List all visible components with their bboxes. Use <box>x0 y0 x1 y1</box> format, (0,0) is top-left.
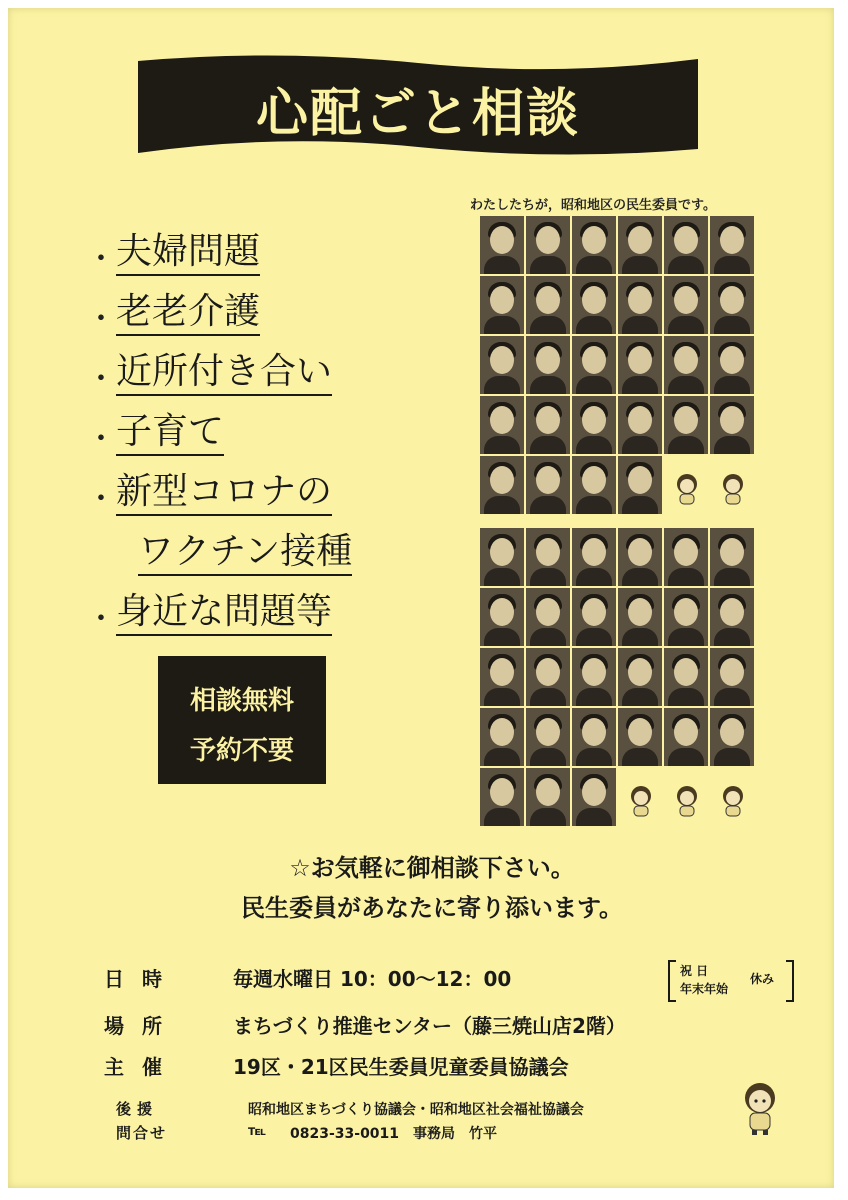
place-value: まちづくり推進センター（藤三焼山店2階） <box>233 1014 626 1038</box>
title-banner <box>138 53 698 163</box>
member-photo <box>664 528 708 586</box>
member-photo <box>618 456 662 514</box>
holiday-line-2: 年末年始 <box>680 982 729 996</box>
member-photo <box>480 456 524 514</box>
holiday-note <box>668 960 798 1000</box>
bullet-icon: ・ <box>86 422 116 457</box>
members-caption: わたしたちが，昭和地区の民生委員です。 <box>470 198 716 213</box>
member-photo <box>618 336 662 394</box>
member-photo <box>572 456 616 514</box>
member-photo <box>710 588 754 646</box>
member-photo <box>526 456 570 514</box>
member-photo <box>572 336 616 394</box>
member-photo <box>480 336 524 394</box>
member-photo <box>572 648 616 706</box>
bullet-icon: ・ <box>86 602 116 637</box>
member-photo <box>526 648 570 706</box>
mascot-icon <box>718 472 748 508</box>
message-line-1: ☆お気軽に御相談下さい。 <box>289 854 575 882</box>
member-photo <box>664 216 708 274</box>
member-photo <box>618 708 662 766</box>
member-photo <box>480 648 524 706</box>
contact-label: 問合せ <box>116 1124 168 1142</box>
member-photo <box>572 708 616 766</box>
member-photo <box>572 768 616 826</box>
date-value: 毎週水曜日 10：00～12：00 <box>233 967 512 991</box>
support-label: 後援 <box>116 1100 159 1118</box>
member-photo <box>480 396 524 454</box>
member-photo <box>618 588 662 646</box>
support-value: 昭和地区まちづくり協議会・昭和地区社会福祉協議会 <box>248 1102 584 1118</box>
bullet-icon: ・ <box>86 482 116 517</box>
no-reservation-label: 予約不要 <box>189 736 294 766</box>
member-photo <box>526 276 570 334</box>
mascot-icon <box>672 472 702 508</box>
member-photo <box>480 528 524 586</box>
mascot-icon <box>672 784 702 820</box>
member-photo <box>618 216 662 274</box>
member-photo <box>572 588 616 646</box>
topic-label: 子育て <box>116 410 224 456</box>
member-photo <box>480 276 524 334</box>
member-photo <box>710 276 754 334</box>
member-photo <box>664 276 708 334</box>
topic-label: 身近な問題等 <box>116 590 332 636</box>
member-photo <box>618 396 662 454</box>
topic-label: ワクチン接種 <box>138 530 352 576</box>
member-photo <box>572 528 616 586</box>
member-photo <box>710 336 754 394</box>
date-label: 日時 <box>104 967 180 991</box>
member-photo <box>618 648 662 706</box>
member-photo <box>526 528 570 586</box>
bracket-left <box>668 960 676 1002</box>
member-photo <box>526 768 570 826</box>
member-photo <box>710 216 754 274</box>
holiday-off: 休み <box>750 972 775 986</box>
member-photo <box>710 708 754 766</box>
mascot-icon <box>718 784 748 820</box>
contact-value: 0823-33-0011 事務局 竹平 <box>290 1126 498 1142</box>
member-photo <box>572 396 616 454</box>
member-photo <box>480 768 524 826</box>
member-photo <box>710 648 754 706</box>
place-label: 場所 <box>104 1014 180 1038</box>
host-label: 主催 <box>104 1055 180 1079</box>
bullet-icon: ・ <box>86 242 116 277</box>
member-photo <box>526 216 570 274</box>
host-value: 19区・21区民生委員児童委員協議会 <box>233 1055 569 1079</box>
holiday-line-1: 祝 日 <box>680 964 709 978</box>
member-photo <box>710 396 754 454</box>
member-photo <box>526 396 570 454</box>
bracket-right <box>786 960 794 1002</box>
member-photo <box>664 396 708 454</box>
free-label: 相談無料 <box>189 686 294 716</box>
free-consultation-box <box>158 656 326 784</box>
member-photo <box>664 588 708 646</box>
topic-label: 近所付き合い <box>116 350 332 396</box>
topic-label: 新型コロナの <box>116 470 332 516</box>
member-photo <box>664 648 708 706</box>
contact-tel-icon: ℡ <box>248 1123 266 1139</box>
member-photo <box>480 216 524 274</box>
member-photo <box>526 708 570 766</box>
topic-label: 老老介護 <box>116 290 260 336</box>
member-photo <box>526 336 570 394</box>
topic-label: 夫婦問題 <box>116 230 260 276</box>
bullet-icon: ・ <box>86 362 116 397</box>
message-line-2: 民生委員があなたに寄り添います。 <box>240 894 624 922</box>
member-photo <box>526 588 570 646</box>
member-photo <box>480 588 524 646</box>
page-title: 心配ごと相談 <box>255 84 580 144</box>
bullet-icon: ・ <box>86 302 116 337</box>
member-photo <box>618 528 662 586</box>
poster <box>8 8 834 1188</box>
member-photo <box>710 528 754 586</box>
member-photo <box>480 708 524 766</box>
member-photo <box>572 276 616 334</box>
member-photo <box>664 336 708 394</box>
mascot-icon <box>626 784 656 820</box>
mascot-icon <box>738 1080 782 1136</box>
member-photo <box>664 708 708 766</box>
member-photo <box>572 216 616 274</box>
member-photo <box>618 276 662 334</box>
